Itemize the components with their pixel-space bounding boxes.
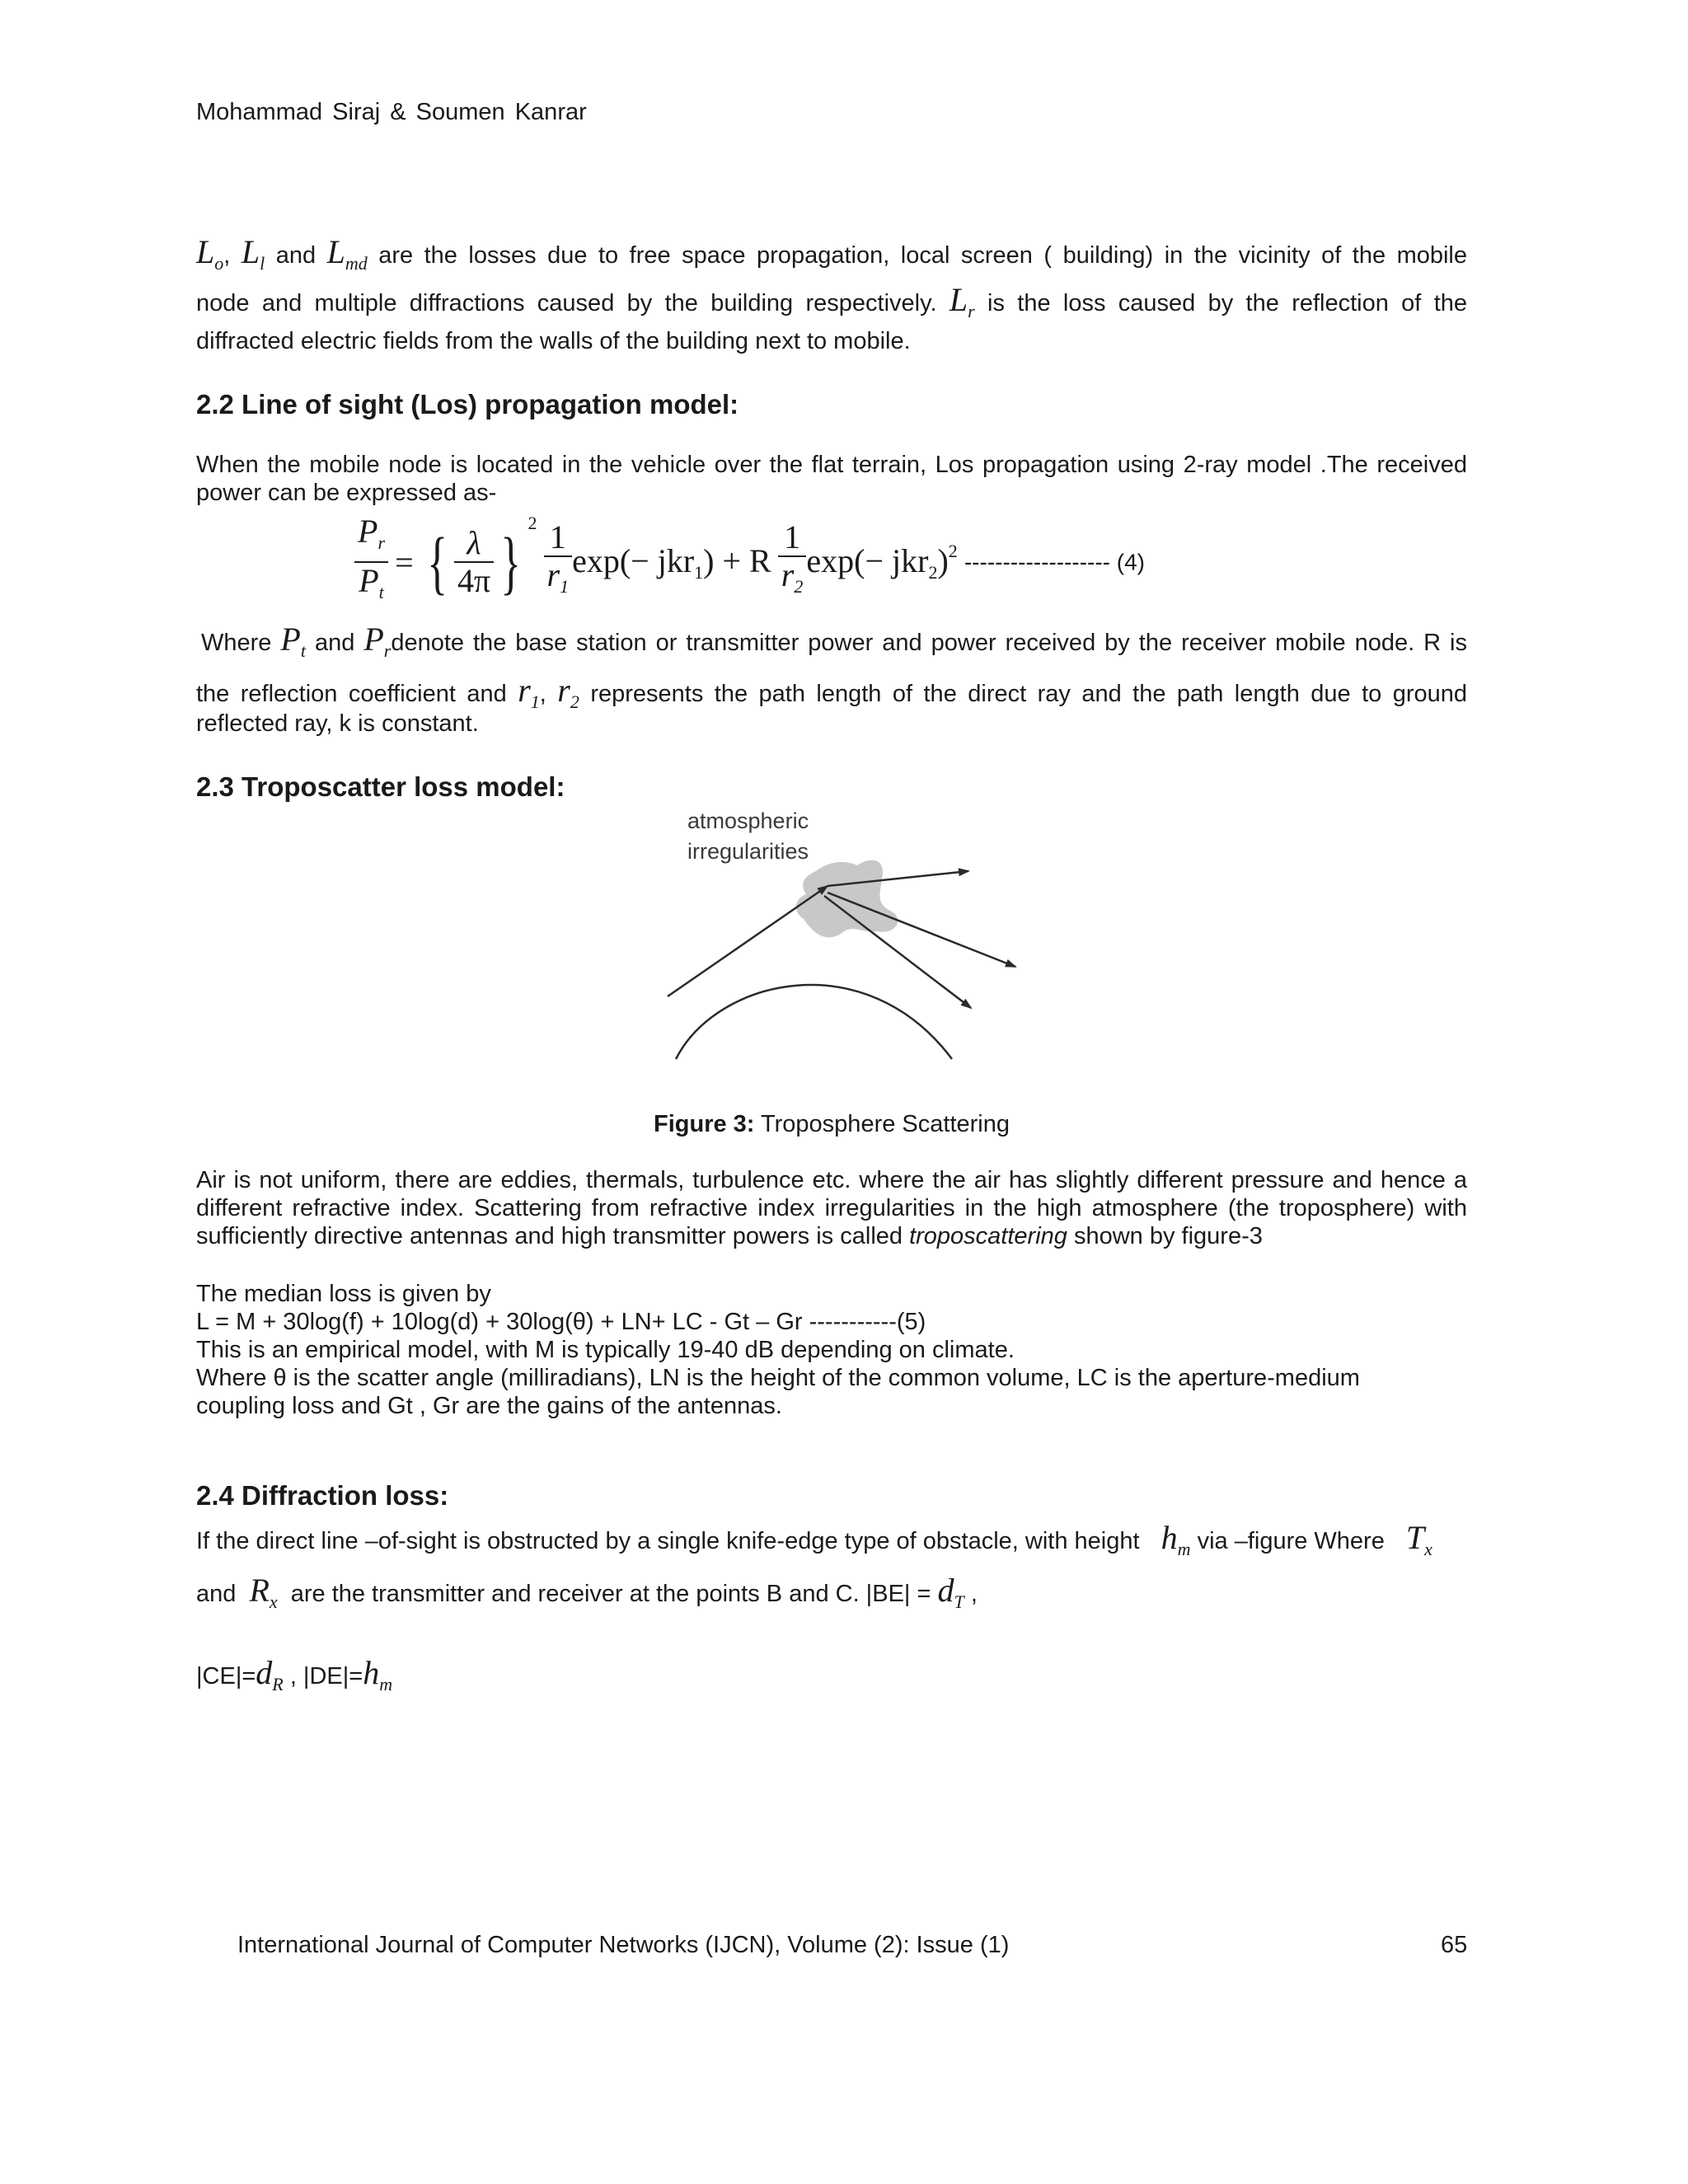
footer-page-number: 65: [1441, 1932, 1468, 1958]
section-2-2-where-line-2: the reflection coefficient and $r_1$, $r_2$ represents the path length of the direct ray and the path length due to ground: [196, 672, 1468, 712]
median-loss-line-5: coupling loss and Gt , Gr are the gains of the antennas.: [196, 1393, 782, 1419]
equation-number-4: ------------------- (4): [964, 549, 1146, 575]
equation-4: $\frac{P_r}{P_t}$ = { $\frac{\lambda}{4\pi}$ } $^2$ $\frac{1}{r_1}$ exp(− jkr$_1$) + R $\frac{1}{r_2}$ $\exp(- jkr_2)^2$ ------------------- (4): [354, 513, 1145, 620]
one-over-r1: $\frac{1}{r_1}$: [544, 519, 573, 605]
section-2-2-where-line-3: reflected ray, k is constant.: [196, 710, 479, 737]
section-2-4-line-3: $|CE|=d_R$ , $|DE|=h_m$: [196, 1654, 393, 1694]
ratio-Pr-Pt: $\frac{P_r}{P_t}$: [354, 513, 388, 611]
symbol-L-md: $L_{md}$: [326, 233, 368, 274]
section-2-2-where-line-1: Where $P_t$ and $P_rdenote$ the base station or transmitter power and power received by the receiver mobile node. R is: [201, 621, 1468, 661]
section-heading-2-2: 2.2 Line of sight (Los) propagation model:: [196, 389, 739, 419]
median-loss-equation-5: L = M + 30log(f) + 10log(d) + 30log(θ) + LN+ LC - Gt – Gr -----------(5): [196, 1309, 926, 1335]
median-loss-line-4: Where θ is the scatter angle (milliradians), LN is the height of the common volume, LC is the aperture-medium: [196, 1365, 1360, 1391]
median-loss-line-3: This is an empirical model, with M is typically 19-40 dB depending on climate.: [196, 1337, 1015, 1363]
irregularity-cloud: [796, 860, 898, 938]
right-brace: }: [500, 523, 522, 602]
section-heading-2-3: 2.3 Troposcatter loss model:: [196, 771, 565, 802]
figure-3-caption: Figure 3: Troposphere Scattering: [654, 1111, 1010, 1137]
incident-ray: [668, 886, 828, 996]
symbol-L-o: $L_o$: [196, 233, 224, 274]
lambda-over-4pi: $\frac{\lambda}{4\pi}$: [454, 525, 494, 599]
section-heading-2-4: 2.4 Diffraction loss:: [196, 1480, 449, 1511]
intro-line-3: diffracted electric fields from the walls of the building next to mobile.: [196, 328, 911, 354]
troposcatter-figure: [659, 804, 1030, 1067]
scattered-ray-2: [828, 893, 1015, 967]
section-2-3-para-line-1: Air is not uniform, there are eddies, thermals, turbulence etc. where the air has slightly different pressure and hence a: [196, 1167, 1467, 1193]
scattered-ray-3: [824, 896, 971, 1008]
symbol-L-l: $L_l$: [241, 233, 265, 274]
figure-label-line-2: irregularities: [687, 839, 809, 864]
section-2-2-para-line-2: power can be expressed as-: [196, 480, 497, 506]
section-2-2-para-line-1: When the mobile node is located in the vehicle over the flat terrain, Los propagation using 2-ray model .The received: [196, 452, 1467, 478]
running-header: Mohammad Siraj & Soumen Kanrar: [196, 99, 587, 125]
symbol-L-r: $L_r$: [949, 281, 975, 321]
intro-line-1: $L_o$, $L_l$ and $L_{md}$ are the losses due to free space propagation, local screen ( building) in the vicinity of the mobile: [196, 233, 1467, 274]
section-2-3-para-line-2: different refractive index. Scattering from refractive index irregularities in the high atmosphere (the troposphere) with: [196, 1195, 1467, 1221]
figure-label-line-1: atmospheric: [687, 808, 809, 833]
section-2-4-line-2: and $R_x$ are the transmitter and receiver at the points B and C. $|BE| = d_T$ ,: [196, 1572, 978, 1612]
left-brace: {: [426, 523, 448, 602]
footer-journal: International Journal of Computer Networks (IJCN), Volume (2): Issue (1): [237, 1932, 1010, 1958]
section-2-4-line-1: If the direct line –of-sight is obstructed by a single knife-edge type of obstacle, with height $h_m$ via –figure Where $T_x$: [196, 1519, 1432, 1559]
intro-line-2: node and multiple diffractions caused by the building respectively. $L_r$ is the loss caused by the reflection of the: [196, 281, 1468, 321]
earth-curvature: [676, 985, 952, 1059]
section-2-3-para-line-3: sufficiently directive antennas and high transmitter powers is called troposcattering shown by figure-3: [196, 1223, 1263, 1249]
median-loss-line-1: The median loss is given by: [196, 1281, 491, 1307]
one-over-r2: $\frac{1}{r_2}$: [778, 519, 807, 605]
